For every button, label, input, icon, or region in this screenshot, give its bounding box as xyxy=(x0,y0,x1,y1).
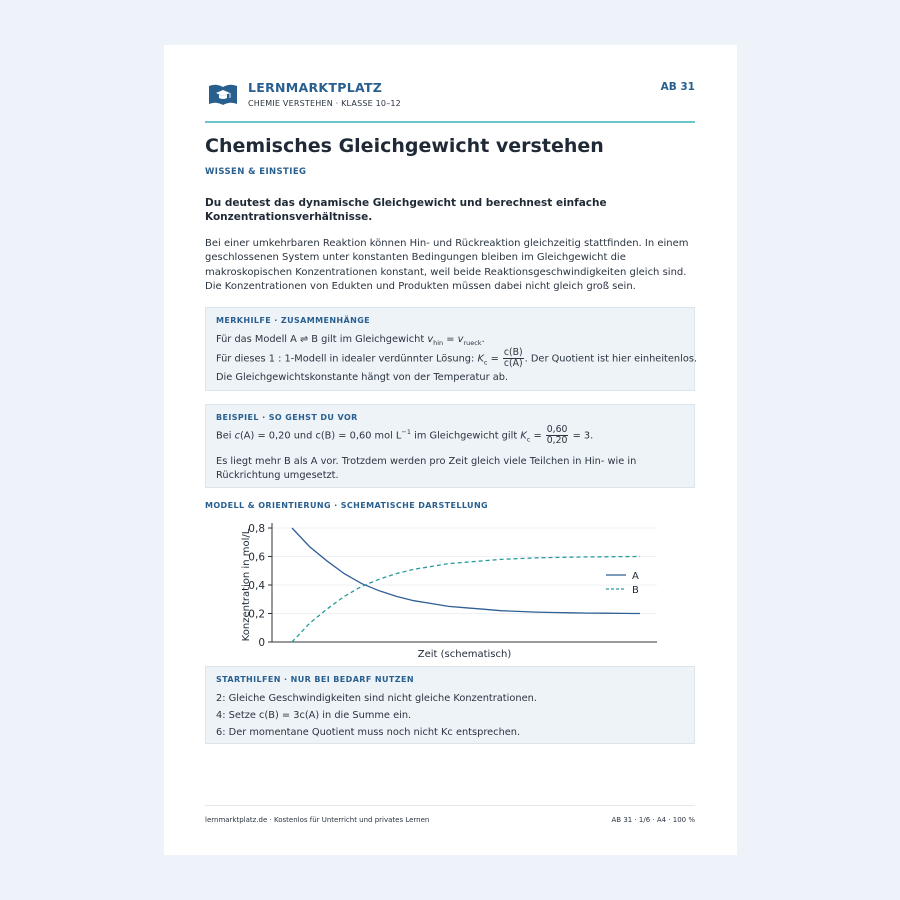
page-title: Chemisches Gleichgewicht verstehen xyxy=(205,135,604,157)
hint-item: 4: Setze c(B) = 3c(A) in die Summe ein. xyxy=(216,710,412,721)
merkhilfe-line-3: Die Gleichgewichtskonstante hängt von der Temperatur ab. xyxy=(216,372,509,383)
starthilfen-title: STARTHILFEN · NUR BEI BEDARF NUTZEN xyxy=(216,675,414,684)
hint-item: 6: Der momentane Quotient muss noch nicht Kc entsprechen. xyxy=(216,727,521,738)
example-fraction: $\frac{0,60}{0,20}$ xyxy=(546,424,568,446)
y-tick-label: 0,8 xyxy=(248,523,265,535)
header-divider xyxy=(205,121,695,123)
footer-divider xyxy=(205,805,695,806)
beispiel-box xyxy=(205,404,695,488)
merkhilfe-title: MERKHILFE · ZUSAMMENHÄNGE xyxy=(216,316,371,325)
footer-left: lernmarktplatz.de · Kostenlos für Unterricht und privates Lernen xyxy=(205,816,430,824)
y-tick-label: 0,2 xyxy=(248,608,265,621)
page-header xyxy=(205,79,695,123)
merkhilfe-line-1: Für das Modell A ⇌ B gilt im Gleichgewicht $v_{hin} = v_{rueck}$. xyxy=(216,334,485,347)
kc-fraction: $\frac{c(B)}{c(A)}$ xyxy=(503,347,523,369)
starthilfen-box xyxy=(205,666,695,744)
intro-paragraph: Bei einer umkehrbaren Reaktion können Hin- und Rückreaktion gleichzeitig stattfinden. In einem geschlossenen System unter konstanten Bedingungen bleiben im Gleichgewicht die makroskopischen Konzentrationen konstant, weil beide Reaktionsgeschwindigkeiten gleich sind. Die Konzentrationen von Edukten und Produkten müssen dabei nicht gleich groß sein. xyxy=(205,238,689,292)
beispiel-title: BEISPIEL · SO GEHST DU VOR xyxy=(216,413,358,422)
legend-label-A: A xyxy=(632,571,639,582)
y-tick-label: 0 xyxy=(258,637,265,649)
hint-item: 2: Gleiche Geschwindigkeiten sind nicht gleiche Konzentrationen. xyxy=(216,693,537,704)
footer-right: AB 31 · 1/6 · A4 · 100 % xyxy=(611,816,695,824)
merkhilfe-box xyxy=(205,307,698,391)
beispiel-line-1: Bei c(A) = 0,20 und c(B) = 0,60 mol $L^{-1}$ im Gleichgewicht gilt $K_c$ = $\frac{0,60}{0,20}$ = 3. xyxy=(216,424,594,446)
series-line-A xyxy=(292,528,640,614)
book-cap-icon xyxy=(208,82,238,106)
worksheet-page xyxy=(164,45,737,855)
legend-label-B: B xyxy=(632,585,639,596)
beispiel-paragraph: Es liegt mehr B als A vor. Trotzdem werden pro Zeit gleich viele Teilchen in Hin- wie in Rückrichtung umgesetzt. xyxy=(216,456,637,481)
y-axis-label: Konzentration in mol/L xyxy=(241,528,252,642)
y-tick-label: 0,4 xyxy=(248,580,265,592)
merkhilfe-line-2: Für dieses 1 : 1-Modell in idealer verdünnter Lösung: $K_c$ = $\frac{c(B)}{c(A)}$ . Der Quotient ist hier einheitenlos. xyxy=(216,347,698,369)
brand-name: LERNMARKTPLATZ xyxy=(248,80,383,95)
sheet-number: AB 31 xyxy=(660,81,695,93)
chart-kicker: MODELL & ORIENTIERUNG · SCHEMATISCHE DARSTELLUNG xyxy=(205,501,489,510)
x-axis-label: Zeit (schematisch) xyxy=(417,649,512,660)
section-kicker: WISSEN & EINSTIEG xyxy=(205,167,307,177)
brand-subtitle: CHEMIE VERSTEHEN · KLASSE 10–12 xyxy=(248,99,401,108)
series-line-B xyxy=(292,557,640,643)
lead-text: Du deutest das dynamische Gleichgewicht und berechnest einfache Konzentrationsverhältnisse. xyxy=(205,197,607,223)
y-tick-label: 0,6 xyxy=(248,551,265,564)
concentration-chart xyxy=(235,513,675,663)
